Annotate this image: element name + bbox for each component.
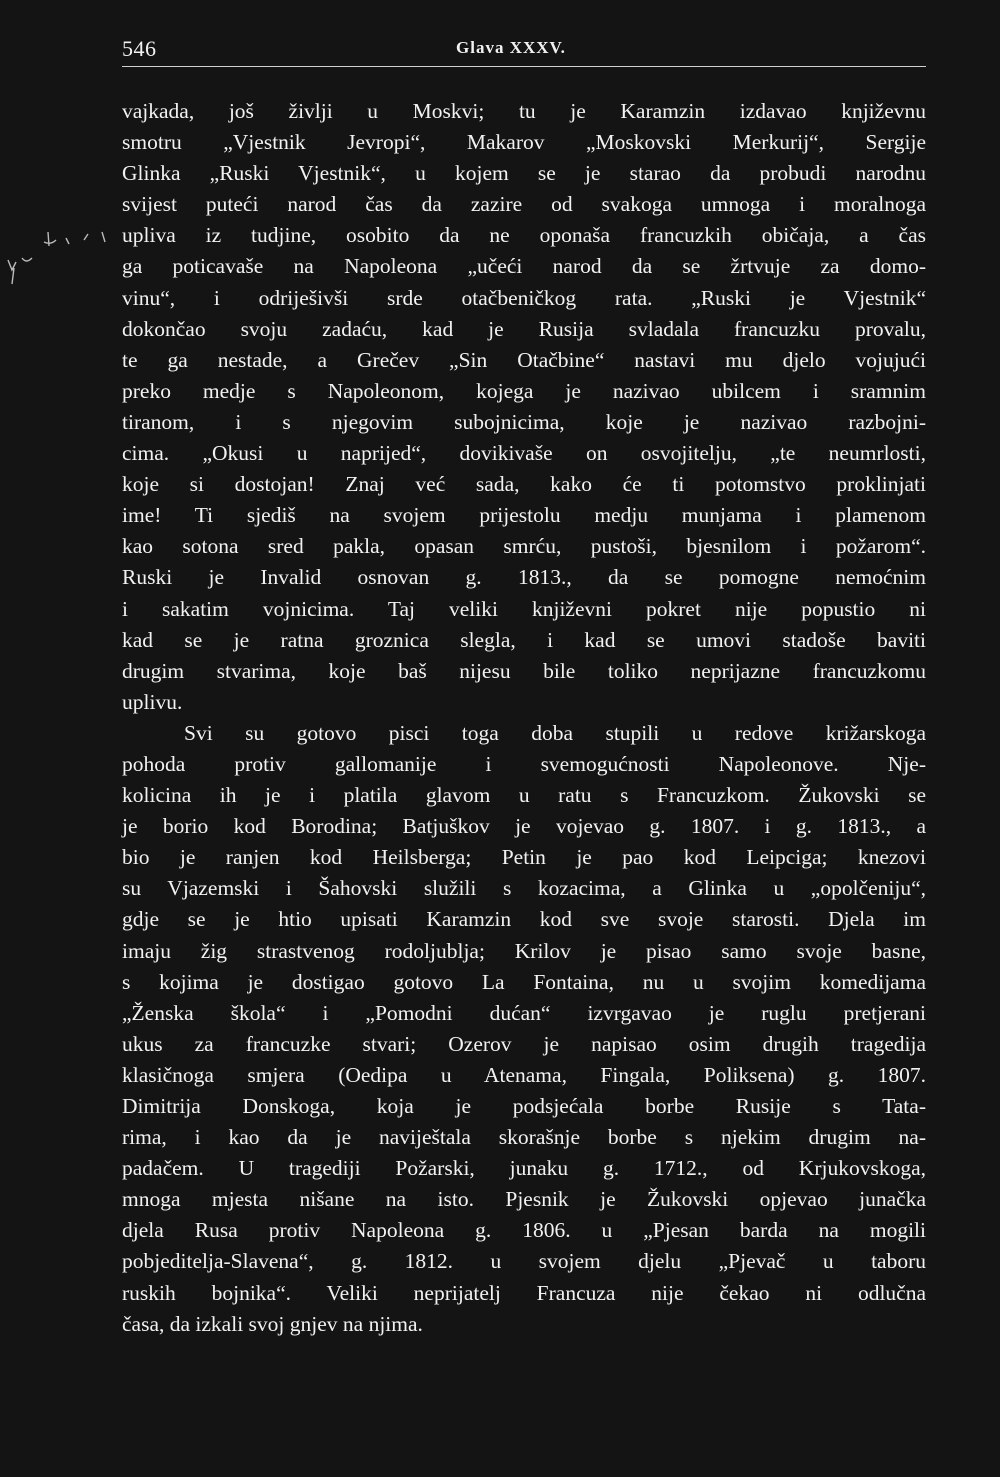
- text-line: cima. „Okusi u naprijed“, dovikivaše on osvojitelju, „te neumrlosti,: [122, 441, 926, 466]
- text-line: pobjeditelja-Slavena“, g. 1812. u svojem djelu „Pjevač u taboru: [122, 1249, 926, 1274]
- text-line: djela Rusa protiv Napoleona g. 1806. u „Pjesan barda na mogili: [122, 1218, 926, 1243]
- text-line: ga poticavaše na Napoleona „učeći narod da se žrtvuje za domo-: [122, 254, 926, 279]
- text-line: i sakatim vojnicima. Taj veliki književni pokret nije popustio ni: [122, 596, 926, 621]
- text-line: ukus za francuzke stvari; Ozerov je napisao osim drugih tragedija: [122, 1031, 926, 1056]
- text-line: ruskih bojnika“. Veliki neprijatelj Francuza nije čekao ni odlučna: [122, 1280, 926, 1305]
- text-line: klasičnoga smjera (Oedipa u Atenama, Fingala, Poliksena) g. 1807.: [122, 1062, 926, 1087]
- text-line: bio je ranjen kod Heilsberga; Petin je pao kod Leipciga; knezovi: [122, 845, 926, 870]
- text-line: tiranom, i s njegovim subojnicima, koje je nazivao razbojni-: [122, 409, 926, 434]
- page-header: [122, 30, 926, 70]
- text-line: Svi su gotovo pisci toga doba stupili u redove križarskoga: [184, 720, 926, 745]
- text-line: Dimitrija Donskoga, koja je podsjećala borbe Rusije s Tata-: [122, 1094, 926, 1118]
- running-head: Glava XXXV.: [456, 38, 566, 57]
- text-line: preko medje s Napoleonom, kojega je nazivao ubilcem i sramnim: [122, 378, 926, 403]
- page-number: 546: [122, 36, 157, 61]
- text-line: kao sotona sred pakla, opasan smrću, pustoši, bjesnilom i požarom“.: [122, 534, 926, 559]
- text-line: Ruski je Invalid osnovan g. 1813., da se pomogne nemoćnim: [122, 565, 926, 590]
- text-line: vajkada, još življi u Moskvi; tu je Karamzin izdavao književnu: [122, 99, 926, 123]
- text-line: rima, i kao da je naviještala skorašnje borbe s njekim drugim na-: [122, 1125, 926, 1150]
- text-line: koje si dostojan! Znaj već sada, kako će ti potomstvo proklinjati: [122, 472, 926, 497]
- text-line: ime! Ti sjediš na svojem prijestolu medju munjama i plamenom: [122, 503, 926, 528]
- text-line: časa, da izkali svoj gnjev na njima.: [122, 1311, 423, 1336]
- text-line: gdje se je htio upisati Karamzin kod sve svoje starosti. Djela im: [122, 907, 926, 932]
- text-line: dokončao svoju zadaću, kad je Rusija svladala francuzku provalu,: [122, 316, 926, 341]
- text-line: upliva iz tudjine, osobito da ne oponaša francuzkih običaja, a čas: [122, 223, 926, 248]
- text-line: kad se je ratna groznica slegla, i kad se umovi stadoše baviti: [122, 627, 926, 652]
- text-line: padačem. U tragediji Požarski, junaku g. 1712., od Krjukovskoga,: [122, 1156, 926, 1181]
- margin-annotation-marks: [0, 220, 110, 300]
- page-body-text: [122, 96, 926, 1340]
- text-line: pohoda protiv gallomanije i svemogućnosti Napoleonove. Nje-: [122, 751, 926, 776]
- text-line: svijest puteći narod čas da zazire od svakoga umnoga i moralnoga: [122, 192, 926, 217]
- text-line: uplivu.: [122, 689, 183, 714]
- text-line: su Vjazemski i Šahovski služili s kozacima, a Glinka u „opolčeniju“,: [122, 876, 926, 901]
- text-line: „Ženska škola“ i „Pomodni dućan“ izvrgavao je ruglu pretjerani: [122, 1000, 926, 1025]
- text-line: mnoga mjesta nišane na isto. Pjesnik je Žukovski opjevao junačka: [122, 1187, 926, 1212]
- text-line: vinu“, i odriješivši srde otačbeničkog rata. „Ruski je Vjestnik“: [122, 285, 926, 310]
- text-line: s kojima je dostigao gotovo La Fontaina, nu u svojim komedijama: [122, 969, 926, 994]
- text-line: drugim stvarima, koje baš nijesu bile toliko neprijazne francuzkomu: [122, 658, 926, 683]
- text-line: je borio kod Borodina; Batjuškov je vojevao g. 1807. i g. 1813., a: [122, 814, 926, 839]
- text-line: te ga nestade, a Grečev „Sin Otačbine“ nastavi mu djelo vojujući: [122, 347, 926, 372]
- text-line: kolicina ih je i platila glavom u ratu s Francuzkom. Žukovski se: [122, 783, 926, 808]
- text-line: smotru „Vjestnik Jevropi“, Makarov „Moskovski Merkurij“, Sergije: [122, 130, 926, 155]
- text-line: Glinka „Ruski Vjestnik“, u kojem se je starao da probudi narodnu: [122, 161, 926, 186]
- header-rule: [122, 66, 926, 67]
- text-line: imaju žig strastvenog rodoljublja; Krilov je pisao samo svoje basne,: [122, 938, 926, 963]
